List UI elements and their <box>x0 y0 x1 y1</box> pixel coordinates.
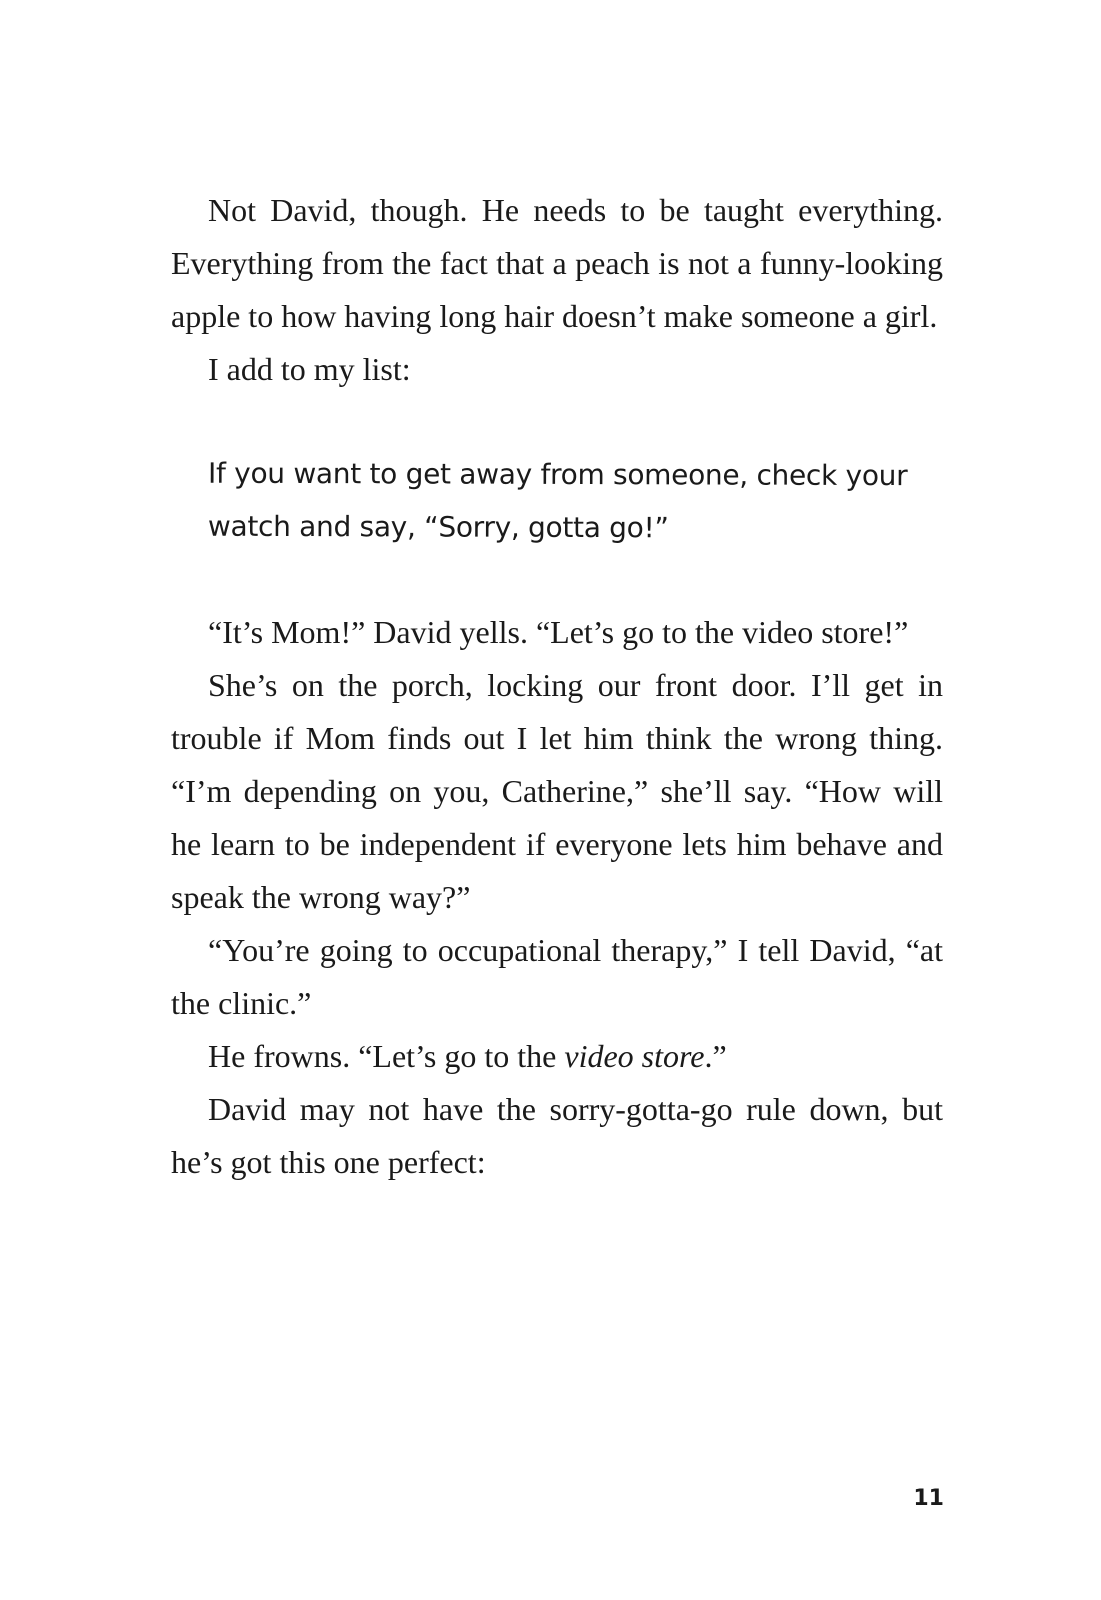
paragraph: I add to my list: <box>208 351 411 387</box>
frown-text-end: .” <box>704 1038 727 1074</box>
paragraph: Not David, though. He needs to be taught everything. Everything from the fact that a peach is not a funny-looking apple to how having long hair doesn’t make someone a girl. <box>171 192 943 334</box>
paragraph <box>171 1030 943 1083</box>
paragraph: “It’s Mom!” David yells. “Let’s go to the video store!” <box>208 614 909 650</box>
page-body <box>171 184 943 1189</box>
note-line: watch and say, “Sorry, gotta go!” <box>207 509 669 545</box>
paragraph: David may not have the sorry-gotta-go rule down, but he’s got this one perfect: <box>171 1091 943 1180</box>
emphasis-text: video store <box>564 1038 705 1074</box>
paragraph: “You’re going to occupational therapy,” I tell David, “at the clinic.” <box>171 932 943 1021</box>
paragraph: She’s on the porch, locking our front door. I’ll get in trouble if Mom finds out I let him think the wrong thing. “I’m depending on you, Catherine,” she’ll say. “How will he learn to be independent if everyone lets him behave and speak the wrong way?” <box>171 667 943 915</box>
page-number: 11 <box>913 1486 944 1511</box>
note-line: If you want to get away from someone, check your <box>208 456 908 493</box>
handwritten-list-entry <box>208 447 943 556</box>
frown-text: He frowns. “Let’s go to the <box>208 1038 565 1074</box>
